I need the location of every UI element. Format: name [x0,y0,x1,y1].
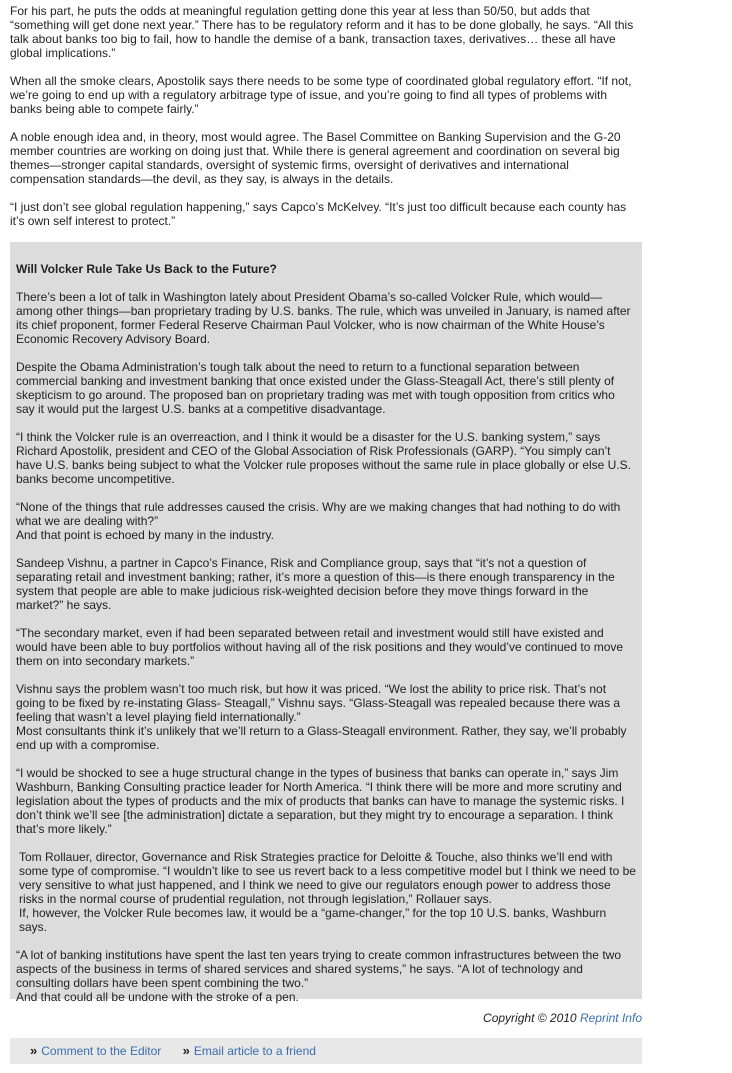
sidebar-paragraph: Sandeep Vishnu, a partner in Capco’s Finance, Risk and Compliance group, says that “it’s not a question of separating retail and investment banking; rather, it’s more a question of this—is there enough transparency in the system that people are able to make judicious risk-weighted decision before they move things forward in the market?” he says. [16,556,615,612]
sidebar-box [10,242,642,1004]
article-body [10,4,642,242]
sidebar-paragraph: Tom Rollauer, director, Governance and Risk Strategies practice for Deloitte & Touche, also thinks we’ll end with some type of compromise. “I wouldn’t like to see us revert back to a less competitive model but I think we need to be very sensitive to what just happened, and I think we need to give our regulators enough power to address those risks in the normal course of prudential regulation, not through legislation,” Rollauer says. If, however, the Volcker Rule becomes law, it would be a “game-changer,” for the top 10 U.S. banks, Washburn says. [19,850,636,934]
sidebar-paragraph: Despite the Obama Administration’s tough talk about the need to return to a functional separation between commercial banking and investment banking that once existed under the Glass-Steagall Act, there’s still plenty of skepticism to go around. The proposed ban on proprietary trading was met with tough opposition from critics who say it would put the largest U.S. banks at a competitive disadvantage. [16,360,615,416]
comment-item [30,1044,161,1058]
sidebar-paragraph: “I think the Volcker rule is an overreaction, and I think it would be a disaster for the U.S. banking system,” says Richard Apostolik, president and CEO of the Global Association of Risk Professionals (GARP). “You simply can’t have U.S. banks being subject to what the Volcker rule proposes without the same rule in place globally or else U.S. banks become uncompetitive. [16,430,632,486]
paragraph: For his part, he puts the odds at meaningful regulation getting done this year at less than 50/50, but adds that “something will get done next year.” There has to be regulatory reform and it has to be done globally, he says. “All this talk about banks too big to fail, how to handle the demise of a bank, transaction taxes, derivatives… these all have global implications.” [10,4,634,60]
sidebar-paragraph: Vishnu says the problem wasn’t too much risk, but how it was priced. “We lost the ability to price risk. That’s not going to be fixed by re-instating Glass- Steagall,” Vishnu says. “Glass-Steagall was repealed because there was a feeling that wasn’t a level playing field internationally.” Most consultants think it’s unlikely that we’ll return to a Glass-Steagall environment. Rather, they say, we’ll probably end up with a compromise. [16,682,627,752]
email-article-link[interactable]: Email article to a friend [193,1044,316,1058]
article-tools-bar [10,1038,642,1064]
sidebar-paragraph: There’s been a lot of talk in Washington lately about President Obama’s so-called Volcker Rule, which would—among other things—ban proprietary trading by U.S. banks. The rule, which was unveiled in January, is named after its chief proponent, former Federal Reserve Chairman Paul Volcker, who is now chairman of the White House’s Economic Recovery Advisory Board. [16,290,631,346]
sidebar-title: Will Volcker Rule Take Us Back to the Future? [16,262,277,276]
email-item [183,1044,316,1058]
sidebar-paragraph: “The secondary market, even if had been separated between retail and investment would still have existed and would have been able to buy portfolios without having all of the risk positions and they would’ve continued to move them on into secondary markets.” [16,626,624,668]
sidebar-paragraph: “None of the things that rule addresses caused the crisis. Why are we making changes that had nothing to do with what we are dealing with?” And that point is echoed by many in the industry. [16,500,621,542]
comment-to-editor-link[interactable]: Comment to the Editor [41,1044,162,1058]
reprint-info-link[interactable]: Reprint Info [579,1011,642,1025]
paragraph: “I just don’t see global regulation happening,” says Capco’s McKelvey. “It’s just too difficult because each county has it’s own self interest to protect.” [10,200,627,228]
paragraph: A noble enough idea and, in theory, most would agree. The Basel Committee on Banking Supervision and the G-20 member countries are working on doing just that. While there is general agreement and coordination on several big themes—stronger capital standards, oversight of systemic firms, oversight of derivatives and international compensation standards—the devil, as they say, is always in the details. [10,130,621,186]
copyright [483,1011,642,1025]
copyright-text: Copyright © 2010 [483,1011,577,1025]
sidebar-paragraph: “A lot of banking institutions have spent the last ten years trying to create common infrastructures between the two aspects of the business in terms of shared services and shared systems,” he says. “A lot of technology and consulting dollars have been spent combining the two.” And that could all be undone with the stroke of a pen. [16,948,621,1004]
double-chevron-icon: » [30,1043,38,1058]
sidebar-paragraph: “I would be shocked to see a huge structural change in the types of business that banks can operate in,” says Jim Washburn, Banking Consulting practice leader for North America. “I think there will be more and more scrutiny and legislation about the types of products and the mix of products that banks can have to manage the systemic risks. I don’t think we’ll see [the administration] dictate a separation, but they might try to encourage a separation. I think that’s more likely.” [16,766,625,836]
paragraph: When all the smoke clears, Apostolik says there needs to be some type of coordinated global regulatory effort. “If not, we’re going to end up with a regulatory arbitrage type of issue, and you’re going to find all types of problems with banks being able to compete fairly.” [10,74,632,116]
double-chevron-icon: » [182,1043,190,1058]
